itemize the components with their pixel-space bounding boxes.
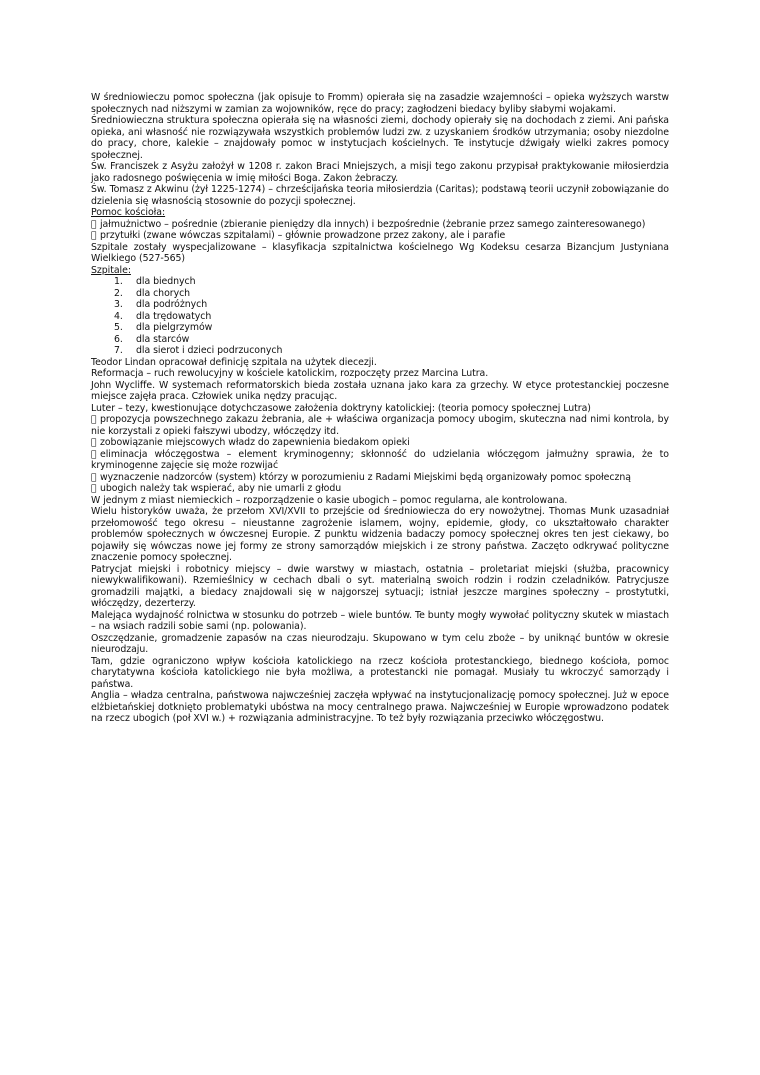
- bullet-icon: [91, 483, 100, 495]
- list-number: 5.: [114, 322, 123, 333]
- luther-bullet: [91, 414, 669, 437]
- list-text: dla sierot i dzieci podrzuconych: [136, 345, 283, 356]
- paragraph: Oszczędzanie, gromadzenie zapasów na czas nieurodzaju. Skupowano w tym celu zboże – by uniknąć buntów w okresie nieurodzaju.: [91, 632, 669, 655]
- luther-bullet: [91, 483, 669, 495]
- luther-bullet: [91, 437, 669, 449]
- list-number: 3.: [114, 299, 123, 310]
- bullet-text: propozycja powszechnego zakazu żebrania, ale + właściwa organizacja pomocy ubogim, skuteczna nad nimi kontrola, by nie korzystali z opieki fałszywi ubodzy, włóczędzy itd.: [91, 414, 669, 437]
- paragraph: W średniowieczu pomoc społeczna (jak opisuje to Fromm) opierała się na zasadzie wzajemności – opieka wyższych warstw społecznych nad niższymi w zamian za wojowników, ręce do pracy; zagłodzeni biedacy byliby słabymi wojakami.: [91, 92, 669, 115]
- paragraph: Wielu historyków uważa, że przełom XVI/XVII to przejście od średniowiecza do ery nowożytnej. Thomas Munk uzasadniał przełomowość tego okresu – nieustanne zagrożenie islamem, wojny, epidemie, głody, co ukształtowało charakter problemów społecznych w ówczesnej Europie. Z punktu widzenia badaczy pomocy społecznej okres ten jest ciekawy, bo pojawiły się wówczas nowe jej formy ze strony samorządów miejskich i ze strony państwa. Zaczęto odkrywać polityczne znaczenie pomocy społecznej.: [91, 506, 669, 563]
- luther-bullet: [91, 472, 669, 484]
- paragraph: Św. Franciszek z Asyżu założył w 1208 r. zakon Braci Mniejszych, a misji tego zakonu przypisał praktykowanie miłosierdzia jako radosnego poświęcenia w imię miłości Boga. Zakon żebraczy.: [91, 161, 669, 184]
- list-item: [91, 288, 669, 300]
- list-text: dla podróżnych: [136, 299, 208, 310]
- church-help-bullet: [91, 230, 669, 242]
- list-text: dla biednych: [136, 276, 196, 287]
- bullet-text: ubogich należy tak wspierać, aby nie umarli z głodu: [100, 483, 342, 494]
- bullet-text: przytułki (zwane wówczas szpitalami) – głównie prowadzone przez zakony, ale i parafie: [100, 230, 506, 241]
- list-item: [91, 299, 669, 311]
- paragraph: Szpitale zostały wyspecjalizowane – klasyfikacja szpitalnictwa kościelnego Wg Kodeksu cesarza Bizancjum Justyniana Wielkiego (527-565): [91, 241, 669, 264]
- bullet-text: wyznaczenie nadzorców (system) którzy w porozumieniu z Radami Miejskimi będą organizowały pomoc społeczną: [100, 471, 631, 483]
- hospitals-list: [91, 276, 669, 357]
- bullet-text: jałmużnictwo – pośrednie (zbieranie pieniędzy dla innych) i bezpośrednie (żebranie przez samego zainteresowanego): [100, 218, 646, 230]
- church-help-bullet: [91, 219, 669, 231]
- list-number: 4.: [114, 310, 123, 322]
- paragraph: W jednym z miast niemieckich – rozporządzenie o kasie ubogich – pomoc regularna, ale kontrolowana.: [91, 494, 568, 506]
- list-number: 2.: [114, 287, 123, 299]
- luther-bullet: [91, 449, 669, 472]
- paragraph: Anglia – władza centralna, państwowa najwcześniej zaczęła wpływać na instytucjonalizację pomocy społecznej. Już w epoce elżbietańskiej dotknięto problematyki ubóstwa na mocy centralnego prawa. Najwcześniej w Europie wprowadzono podatek na rzecz ubogich (poł XVI w.) + rozwiązania administracyjne. To też były rozwiązania przeciwko włóczęgostwu.: [91, 690, 669, 724]
- paragraph: John Wycliffe. W systemach reformatorskich bieda została uznana jako kara za grzechy. W etyce protestanckiej poczesne miejsce zajęła praca. Człowiek unika nędzy pracując.: [91, 379, 669, 402]
- list-item: [91, 345, 669, 357]
- paragraph: Św. Tomasz z Akwinu (żył 1225-1274) – chrześcijańska teoria miłosierdzia (Caritas); podstawą teorii uczynił zobowiązanie do dzielenia się własnością stosownie do pozycji społecznej.: [91, 184, 669, 207]
- bullet-icon: [91, 219, 100, 231]
- paragraph: Średniowieczna struktura społeczna opierała się na własności ziemi, dochody opierały się na dochodach z ziemi. Ani pańska opieka, ani własność nie rozwiązywała wszystkich problemów ludzi zw. z uzyskaniem środków utrzymania; osoby niezdolne do pracy, chore, kalekie – znajdowały pomoc w instytucjach kościelnych. Te instytucje dźwigały wielki zakres pomocy społecznej.: [91, 115, 669, 161]
- list-text: dla chorych: [136, 287, 191, 299]
- bullet-icon: [91, 437, 100, 449]
- bullet-text: zobowiązanie miejscowych władz do zapewnienia biedakom opieki: [100, 437, 410, 448]
- list-item: [91, 276, 669, 288]
- list-number: 1.: [114, 276, 123, 287]
- church-help-heading: Pomoc kościoła:: [91, 207, 166, 218]
- list-number: 7.: [114, 345, 123, 356]
- paragraph: Teodor Lindan opracował definicję szpitala na użytek diecezji.: [91, 356, 377, 368]
- list-text: dla starców: [136, 333, 190, 345]
- list-item: [91, 311, 669, 323]
- list-text: dla trędowatych: [136, 310, 212, 322]
- bullet-icon: [91, 449, 100, 461]
- hospitals-heading: Szpitale:: [91, 264, 131, 276]
- bullet-text: eliminacja włóczęgostwa – element kryminogenny; skłonność do udzielania włóczęgom jałmużny sprawia, że to kryminogenne zajęcie się może rozwijać: [91, 448, 669, 471]
- document-page: [91, 92, 669, 725]
- bullet-icon: [91, 230, 100, 242]
- paragraph: Malejąca wydajność rolnictwa w stosunku do potrzeb – wiele buntów. Te bunty mogły wywołać polityczny skutek w miastach – na wsiach radzili sobie sami (np. polowania).: [91, 609, 669, 632]
- list-item: [91, 322, 669, 334]
- bullet-icon: [91, 472, 100, 484]
- paragraph: Patrycjat miejski i robotnicy miejscy – dwie warstwy w miastach, ostatnia – proletariat miejski (służba, pracownicy niewykwalifikowani). Rzemieślnicy w cechach dbali o syt. materialną swoich rodzin i rodzin czeladników. Patrycjusze gromadzili majątki, a biedacy znajdowali się w najgorszej sytuacji; istniał jeszcze margines społeczny – prostytutki, włóczędzy, dezerterzy.: [91, 563, 669, 609]
- bullet-icon: [91, 414, 100, 426]
- paragraph: Luter – tezy, kwestionujące dotychczasowe założenia doktryny katolickiej: (teoria pomocy społecznej Lutra): [91, 402, 591, 414]
- paragraph: Tam, gdzie ograniczono wpływ kościoła katolickiego na rzecz kościoła protestanckiego, biednego kościoła, pomoc charytatywna kościoła katolickiego nie była możliwa, a protestancki nie pomagał. Musiały tu wkroczyć samorządy i państwa.: [91, 655, 669, 690]
- list-text: dla pielgrzymów: [136, 322, 213, 333]
- list-item: [91, 334, 669, 346]
- list-number: 6.: [114, 333, 123, 345]
- paragraph: Reformacja – ruch rewolucyjny w kościele katolickim, rozpoczęty przez Marcina Lutra.: [91, 368, 489, 379]
